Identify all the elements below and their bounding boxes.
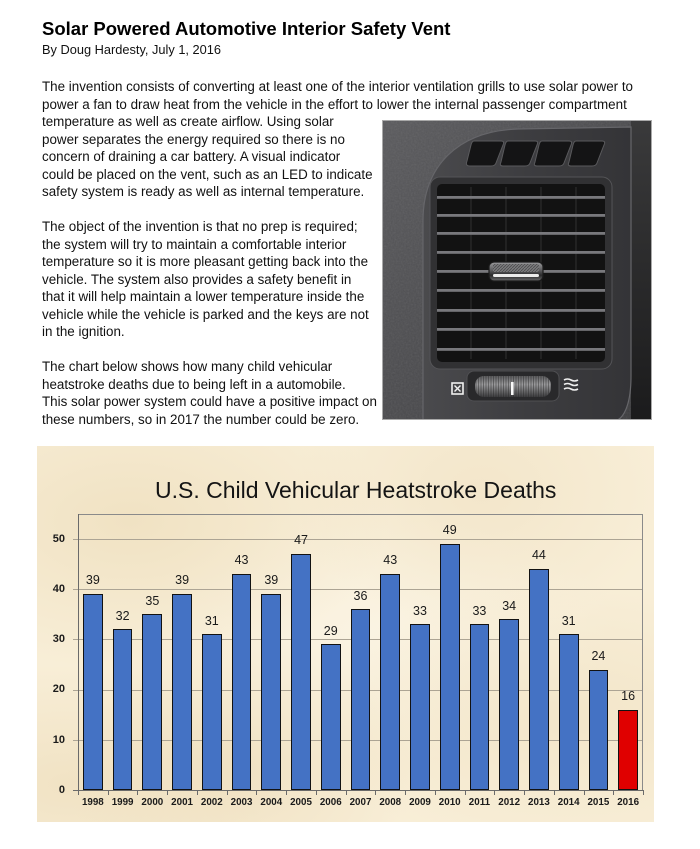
chart-bar (261, 594, 281, 790)
x-axis-tick (108, 790, 109, 795)
x-tick-label: 2014 (557, 797, 580, 808)
x-axis-tick (554, 790, 555, 795)
chart-bar (618, 710, 638, 790)
x-axis-tick (435, 790, 436, 795)
x-tick-label: 2012 (498, 797, 521, 808)
bar-value-label: 43 (234, 553, 249, 568)
bar-value-label: 36 (353, 588, 368, 603)
chart-bar (440, 544, 460, 790)
x-axis (73, 790, 643, 791)
chart-bar (291, 554, 311, 790)
x-tick-label: 2009 (409, 797, 431, 808)
y-tick-label: 10 (52, 733, 65, 746)
bar-value-label: 29 (323, 623, 338, 638)
byline: By Doug Hardesty, July 1, 2016 (42, 42, 222, 57)
x-tick-label: 2004 (260, 797, 283, 808)
chart-bar (202, 634, 222, 790)
x-tick-label: 2008 (379, 797, 402, 808)
text-line: temperature as well as create airflow. Using solar (42, 114, 334, 129)
x-axis-tick (167, 790, 168, 795)
x-axis-tick (613, 790, 614, 795)
bar-value-label: 39 (85, 573, 100, 588)
text-line: The object of the invention is that no prep is required; (42, 219, 358, 234)
bar-value-label: 24 (591, 648, 606, 663)
bar-value-label: 43 (383, 553, 398, 568)
bar-value-label: 31 (204, 613, 219, 628)
chart-title: U.S. Child Vehicular Heatstroke Deaths (155, 477, 557, 503)
vent-photo (382, 120, 652, 420)
bar-value-label: 35 (145, 593, 160, 608)
text-line: The chart below shows how many child vehicular (42, 359, 333, 374)
text-line: vehicle. The system also provides a safety benefit in (42, 271, 352, 287)
text-line: that it will help maintain a lower temperature inside the (42, 289, 365, 304)
text-line: power separates the energy required so there is no (42, 131, 345, 147)
x-axis-tick (524, 790, 525, 795)
bar-value-label: 49 (442, 523, 457, 538)
chart-bar (380, 574, 400, 790)
bar-value-label: 47 (294, 533, 308, 548)
chart-bar (83, 594, 103, 790)
x-axis-tick (227, 790, 228, 795)
text-line: heatstroke deaths due to being left in a automobile. (42, 376, 346, 392)
x-axis-tick (256, 790, 257, 795)
knob-indicator (511, 382, 514, 395)
x-axis-tick (197, 790, 198, 795)
x-axis-tick (494, 790, 495, 795)
text-line: concern of draining a car battery. A visual indicator (42, 149, 341, 164)
bar-value-label: 16 (621, 688, 636, 703)
x-axis-tick (375, 790, 376, 795)
bar-value-label: 33 (413, 603, 427, 618)
chart-bar (321, 644, 341, 790)
x-tick-label: 2003 (230, 797, 253, 808)
bar-chart (37, 446, 654, 822)
x-axis-tick (137, 790, 138, 795)
chart-bar (232, 574, 252, 790)
chart-bar (113, 629, 133, 790)
x-axis-tick (286, 790, 287, 795)
text-line: vehicle while the vehicle is parked and the keys are not (42, 306, 369, 322)
chart-bar (172, 594, 192, 790)
text-line: these numbers, so in 2017 the number could be zero. (42, 411, 360, 427)
dashboard-shadow (631, 121, 652, 420)
text-line: The invention consists of converting at least one of the interior ventilation grills to use solar power to (42, 79, 633, 94)
y-tick-label: 0 (58, 783, 65, 796)
text-line: in the ignition. (42, 324, 125, 339)
vent-control (467, 371, 559, 401)
text-line: the system will try to maintain a comfortable interior (42, 236, 347, 252)
vent-illustration (383, 121, 652, 420)
x-tick-label: 2001 (171, 797, 193, 808)
chart-bar (499, 619, 519, 790)
x-axis-tick (643, 790, 644, 795)
x-axis-tick (78, 790, 79, 795)
text-line: temperature so it is more pleasant getting back into the (42, 254, 369, 269)
x-tick-label: 2007 (349, 797, 372, 808)
x-tick-label: 2013 (528, 797, 550, 808)
chart-bar (559, 634, 579, 790)
bar-value-label: 44 (531, 548, 546, 563)
x-axis-tick (584, 790, 585, 795)
y-axis (78, 514, 79, 791)
bar-value-label: 33 (472, 603, 487, 618)
x-tick-label: 2002 (200, 797, 223, 808)
chart-bar (589, 670, 609, 790)
bar-value-label: 39 (264, 573, 279, 588)
x-tick-label: 2010 (438, 797, 461, 808)
x-tick-label: 2005 (290, 797, 312, 808)
chart-bar (470, 624, 490, 790)
x-axis-tick (405, 790, 406, 795)
chart-bar (410, 624, 430, 790)
x-tick-label: 2015 (587, 797, 610, 808)
x-tick-label: 2011 (468, 797, 491, 808)
x-axis-tick (465, 790, 466, 795)
x-axis-tick (346, 790, 347, 795)
chart-bar (529, 569, 549, 790)
x-tick-label: 2000 (141, 797, 164, 808)
x-tick-label: 2006 (319, 797, 342, 808)
vent-direction-tab (489, 262, 543, 281)
document-title: Solar Powered Automotive Interior Safety Vent (42, 18, 451, 39)
text-line: safety system is ready as well as internal temperature. (42, 184, 365, 199)
x-tick-label: 2016 (617, 797, 640, 808)
y-tick-label: 20 (52, 683, 65, 696)
y-tick-label: 30 (52, 633, 65, 646)
bar-value-label: 31 (561, 613, 576, 628)
text-line: could be placed on the vent, such as an LED to indicate (42, 166, 373, 182)
chart-bar (142, 614, 162, 790)
text-line: This solar power system could have a positive impact on (42, 394, 377, 409)
y-tick-label: 50 (52, 532, 65, 545)
x-tick-label: 1999 (111, 797, 134, 808)
bar-value-label: 39 (175, 573, 190, 588)
text-line: power a fan to draw heat from the vehicle in the effort to lower the internal passenger compartment (42, 96, 627, 112)
bar-value-label: 32 (115, 608, 130, 623)
chart-bar (351, 609, 371, 790)
x-tick-label: 1998 (81, 797, 104, 808)
y-tick-label: 40 (52, 582, 65, 595)
x-axis-tick (316, 790, 317, 795)
bar-value-label: 34 (502, 598, 517, 613)
